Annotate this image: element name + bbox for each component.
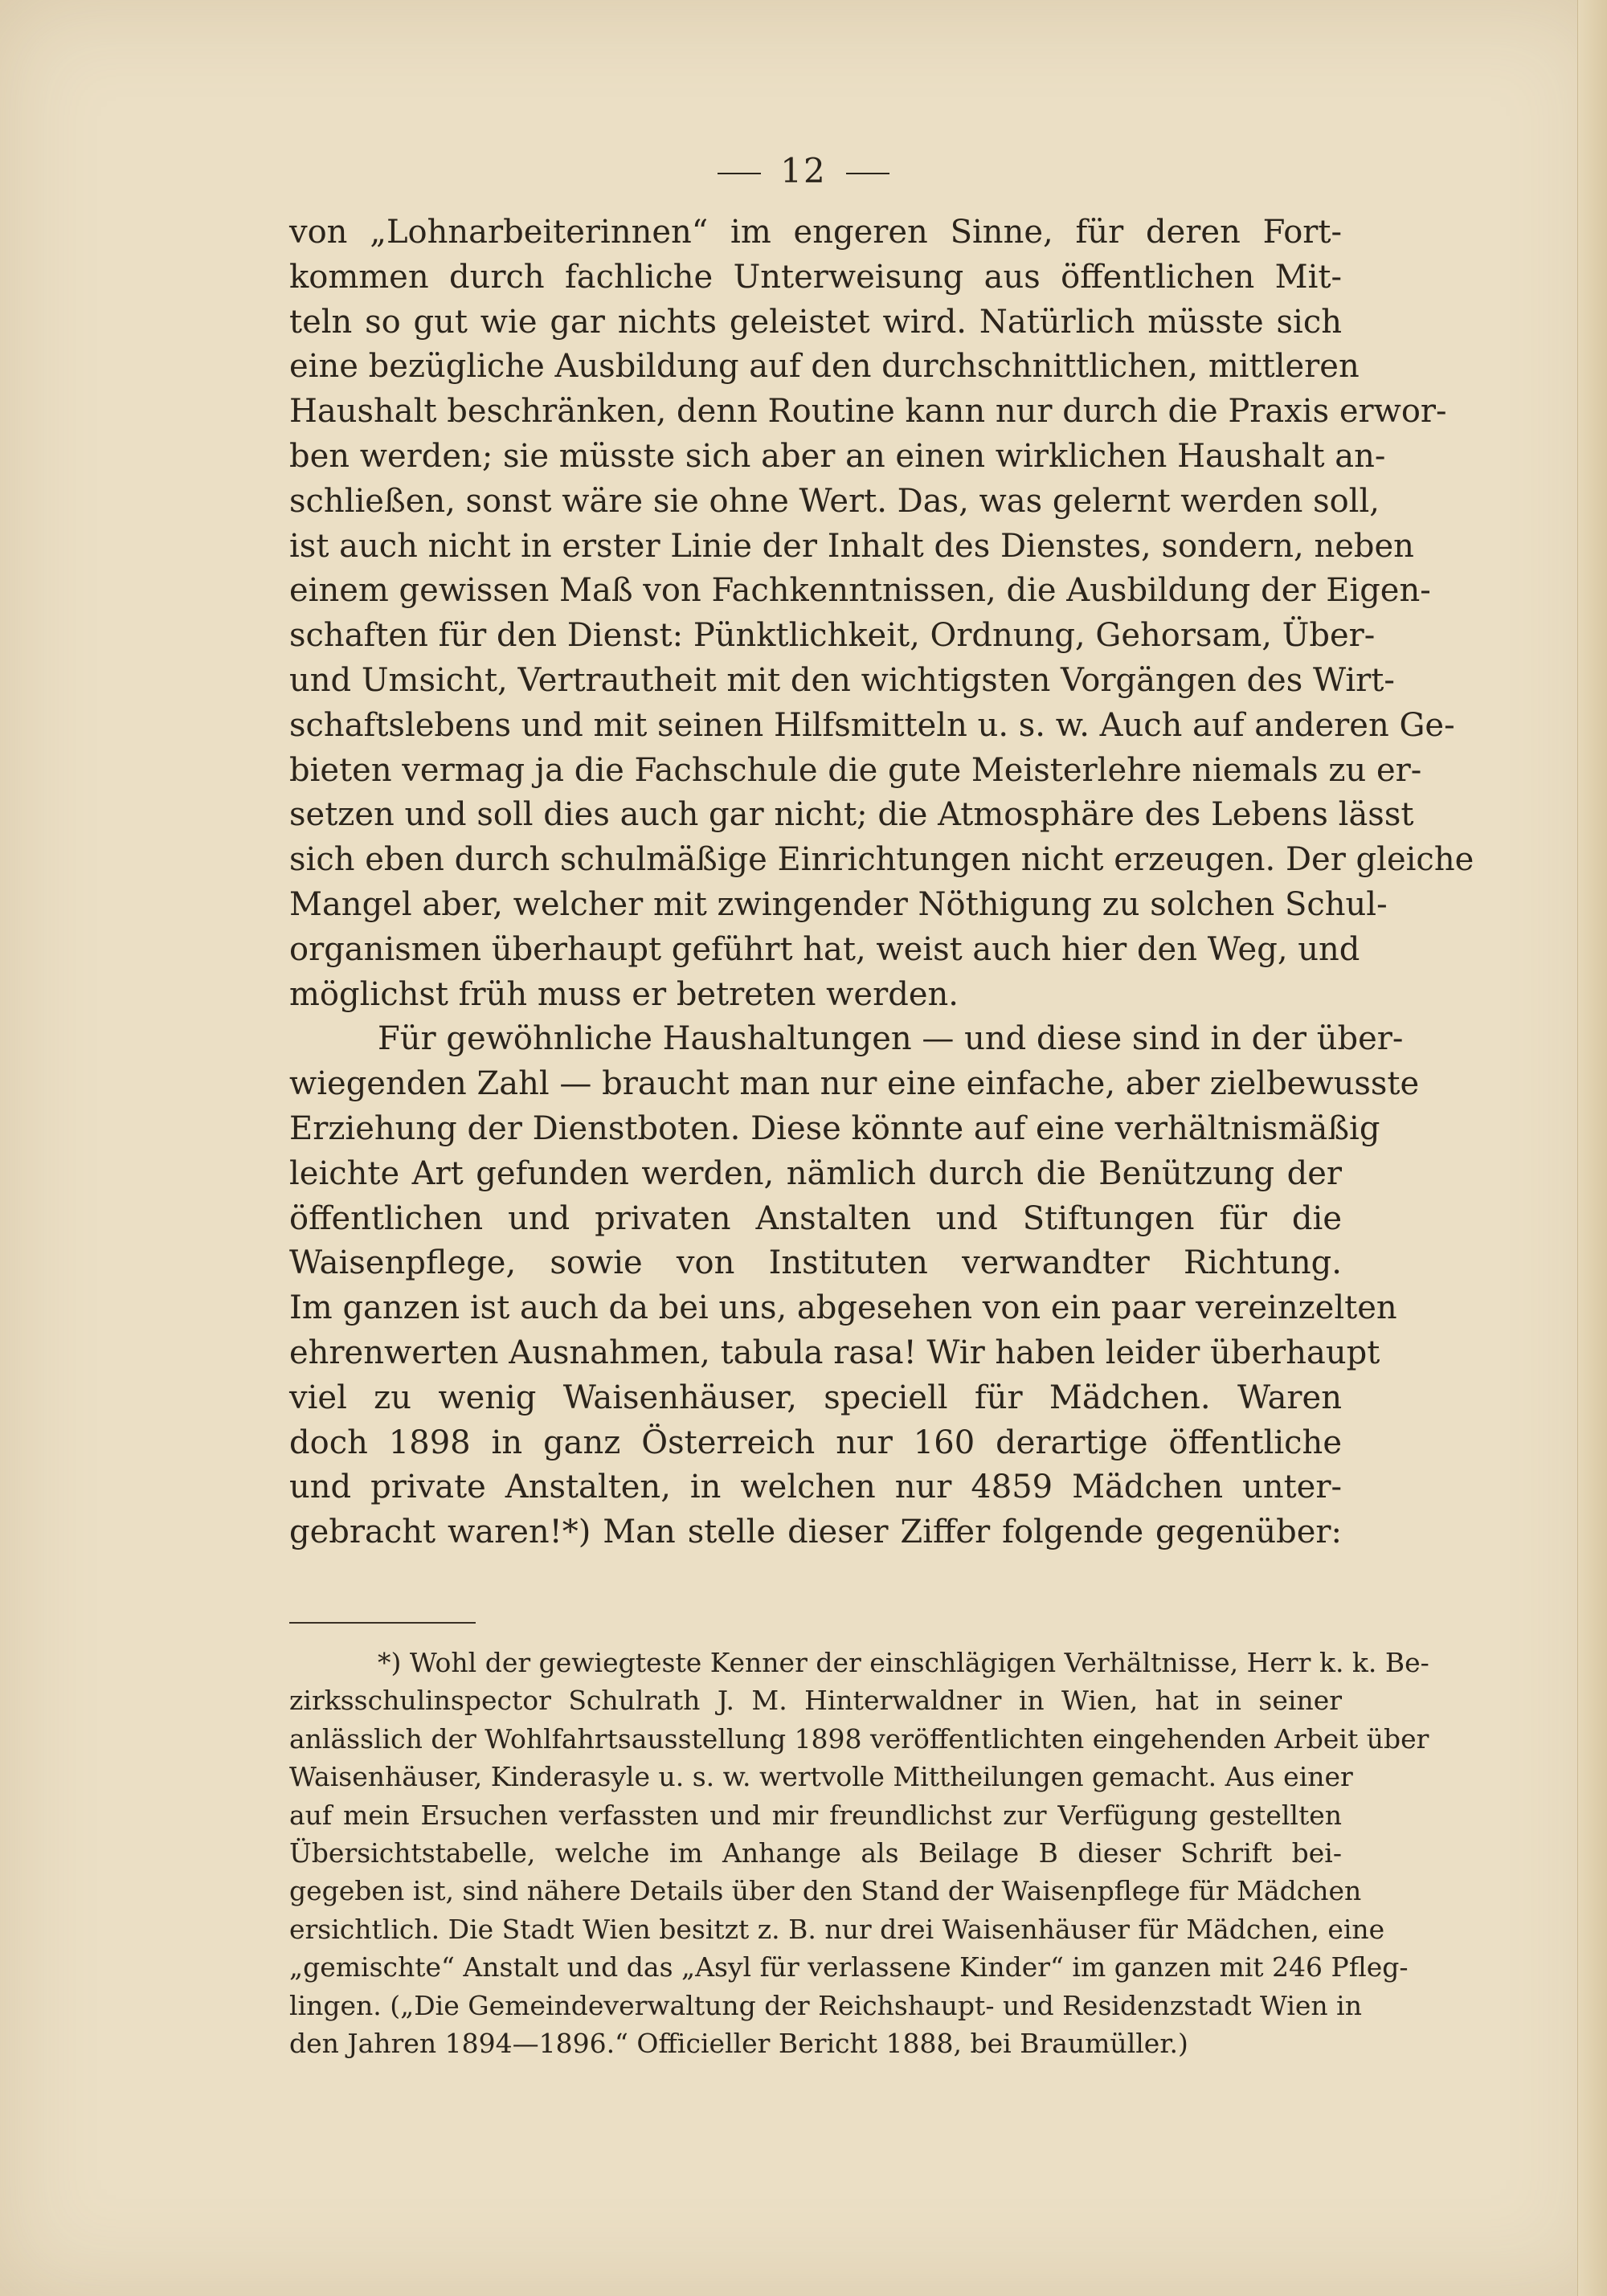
body-line: schaftslebens und mit seinen Hilfsmitteln u. s. w. Auch auf anderen Ge- bbox=[289, 706, 1455, 744]
body-line: doch 1898 in ganz Österreich nur 160 derartige öffentliche bbox=[289, 1424, 1342, 1461]
body-line: Erziehung der Dienstboten. Diese könnte auf eine verhältnismäßig bbox=[289, 1109, 1380, 1147]
footnote-separator bbox=[289, 1622, 476, 1624]
footnote bbox=[289, 1644, 1429, 2062]
body-line: einem gewissen Maß von Fachkenntnissen, die Ausbildung der Eigen- bbox=[289, 572, 1431, 610]
body-line: organismen überhaupt geführt hat, weist auch hier den Weg, und bbox=[289, 930, 1360, 968]
body-line: Für gewöhnliche Haushaltungen — und diese sind in der über- bbox=[378, 1020, 1404, 1058]
body-line: Haushalt beschränken, denn Routine kann nur durch die Praxis erwor- bbox=[289, 393, 1447, 431]
body-line: viel zu wenig Waisenhäuser, speciell für Mädchen. Waren bbox=[289, 1379, 1342, 1416]
page-number-value: 12 bbox=[780, 151, 827, 190]
body-line: öffentlichen und privaten Anstalten und Stiftungen für die bbox=[289, 1199, 1342, 1237]
body-line: und private Anstalten, in welchen nur 4859 Mädchen unter- bbox=[289, 1469, 1342, 1506]
body-line: kommen durch fachliche Unterweisung aus öffentlichen Mit- bbox=[289, 258, 1342, 296]
body-line: Waisenpflege, sowie von Instituten verwandter Richtung. bbox=[289, 1244, 1342, 1282]
footnote-line: den Jahren 1894—1896.“ Officieller Bericht 1888, bei Braumüller.) bbox=[289, 2027, 1188, 2059]
body-line: bieten vermag ja die Fachschule die gute Meisterlehre niemals zu er- bbox=[289, 751, 1422, 789]
body-text bbox=[289, 210, 1474, 1555]
body-line: möglichst früh muss er betreten werden. bbox=[289, 975, 959, 1013]
body-line: ehrenwerten Ausnahmen, tabula rasa! Wir haben leider überhaupt bbox=[289, 1334, 1380, 1371]
footnote-line: gegeben ist, sind nähere Details über den Stand der Waisenpflege für Mädchen bbox=[289, 1875, 1362, 1907]
page-number-dash-left bbox=[718, 173, 761, 174]
body-line: Im ganzen ist auch da bei uns, abgesehen von ein paar vereinzelten bbox=[289, 1289, 1397, 1327]
footnote-line: Waisenhäuser, Kinderasyle u. s. w. wertvolle Mittheilungen gemacht. Aus einer bbox=[289, 1761, 1353, 1793]
footnote-line: Übersichtstabelle, welche im Anhange als Beilage B dieser Schrift bei- bbox=[289, 1836, 1342, 1869]
page-number-dash-right bbox=[846, 173, 889, 174]
footnote-line: ersichtlich. Die Stadt Wien besitzt z. B. nur drei Waisenhäuser für Mädchen, eine bbox=[289, 1913, 1385, 1945]
footnote-line: lingen. („Die Gemeindeverwaltung der Reichshaupt- und Residenzstadt Wien in bbox=[289, 1989, 1362, 2021]
body-line: ist auch nicht in erster Linie der Inhalt des Dienstes, sondern, neben bbox=[289, 527, 1414, 565]
body-line: schließen, sonst wäre sie ohne Wert. Das, was gelernt werden soll, bbox=[289, 482, 1380, 520]
body-line: eine bezügliche Ausbildung auf den durchschnittlichen, mittleren bbox=[289, 348, 1360, 386]
body-line: wiegenden Zahl — braucht man nur eine einfache, aber zielbewusste bbox=[289, 1065, 1420, 1103]
body-line: schaften für den Dienst: Pünktlichkeit, Ordnung, Gehorsam, Über- bbox=[289, 617, 1376, 655]
body-line: setzen und soll dies auch gar nicht; die Atmosphäre des Lebens lässt bbox=[289, 796, 1414, 834]
page-number bbox=[0, 151, 1607, 190]
body-line: Mangel aber, welcher mit zwingender Nöthigung zu solchen Schul- bbox=[289, 885, 1388, 923]
footnote-line: zirksschulinspector Schulrath J. M. Hinterwaldner in Wien, hat in seiner bbox=[289, 1685, 1342, 1717]
body-line: von „Lohnarbeiterinnen“ im engeren Sinne, für deren Fort- bbox=[289, 214, 1342, 251]
footnote-line: „gemischte“ Anstalt und das „Asyl für verlassene Kinder“ im ganzen mit 246 Pfleg- bbox=[289, 1951, 1409, 1983]
body-line: ben werden; sie müsste sich aber an einen wirklichen Haushalt an- bbox=[289, 437, 1386, 475]
footnote-line: *) Wohl der gewiegteste Kenner der einschlägigen Verhältnisse, Herr k. k. Be- bbox=[378, 1647, 1429, 1678]
footnote-line: anlässlich der Wohlfahrtsausstellung 1898 veröffentlichten eingehenden Arbeit über bbox=[289, 1722, 1429, 1755]
page-edge bbox=[1577, 0, 1607, 2296]
body-line: teln so gut wie gar nichts geleistet wird. Natürlich müsste sich bbox=[289, 303, 1342, 341]
body-line: leichte Art gefunden werden, nämlich durch die Benützung der bbox=[289, 1154, 1342, 1192]
footnote-line: auf mein Ersuchen verfassten und mir freundlichst zur Verfügung gestellten bbox=[289, 1799, 1342, 1831]
body-line: sich eben durch schulmäßige Einrichtungen nicht erzeugen. Der gleiche bbox=[289, 841, 1474, 879]
body-line: und Umsicht, Vertrautheit mit den wichtigsten Vorgängen des Wirt- bbox=[289, 661, 1395, 699]
body-line: gebracht waren!*) Man stelle dieser Ziffer folgende gegenüber: bbox=[289, 1514, 1342, 1551]
